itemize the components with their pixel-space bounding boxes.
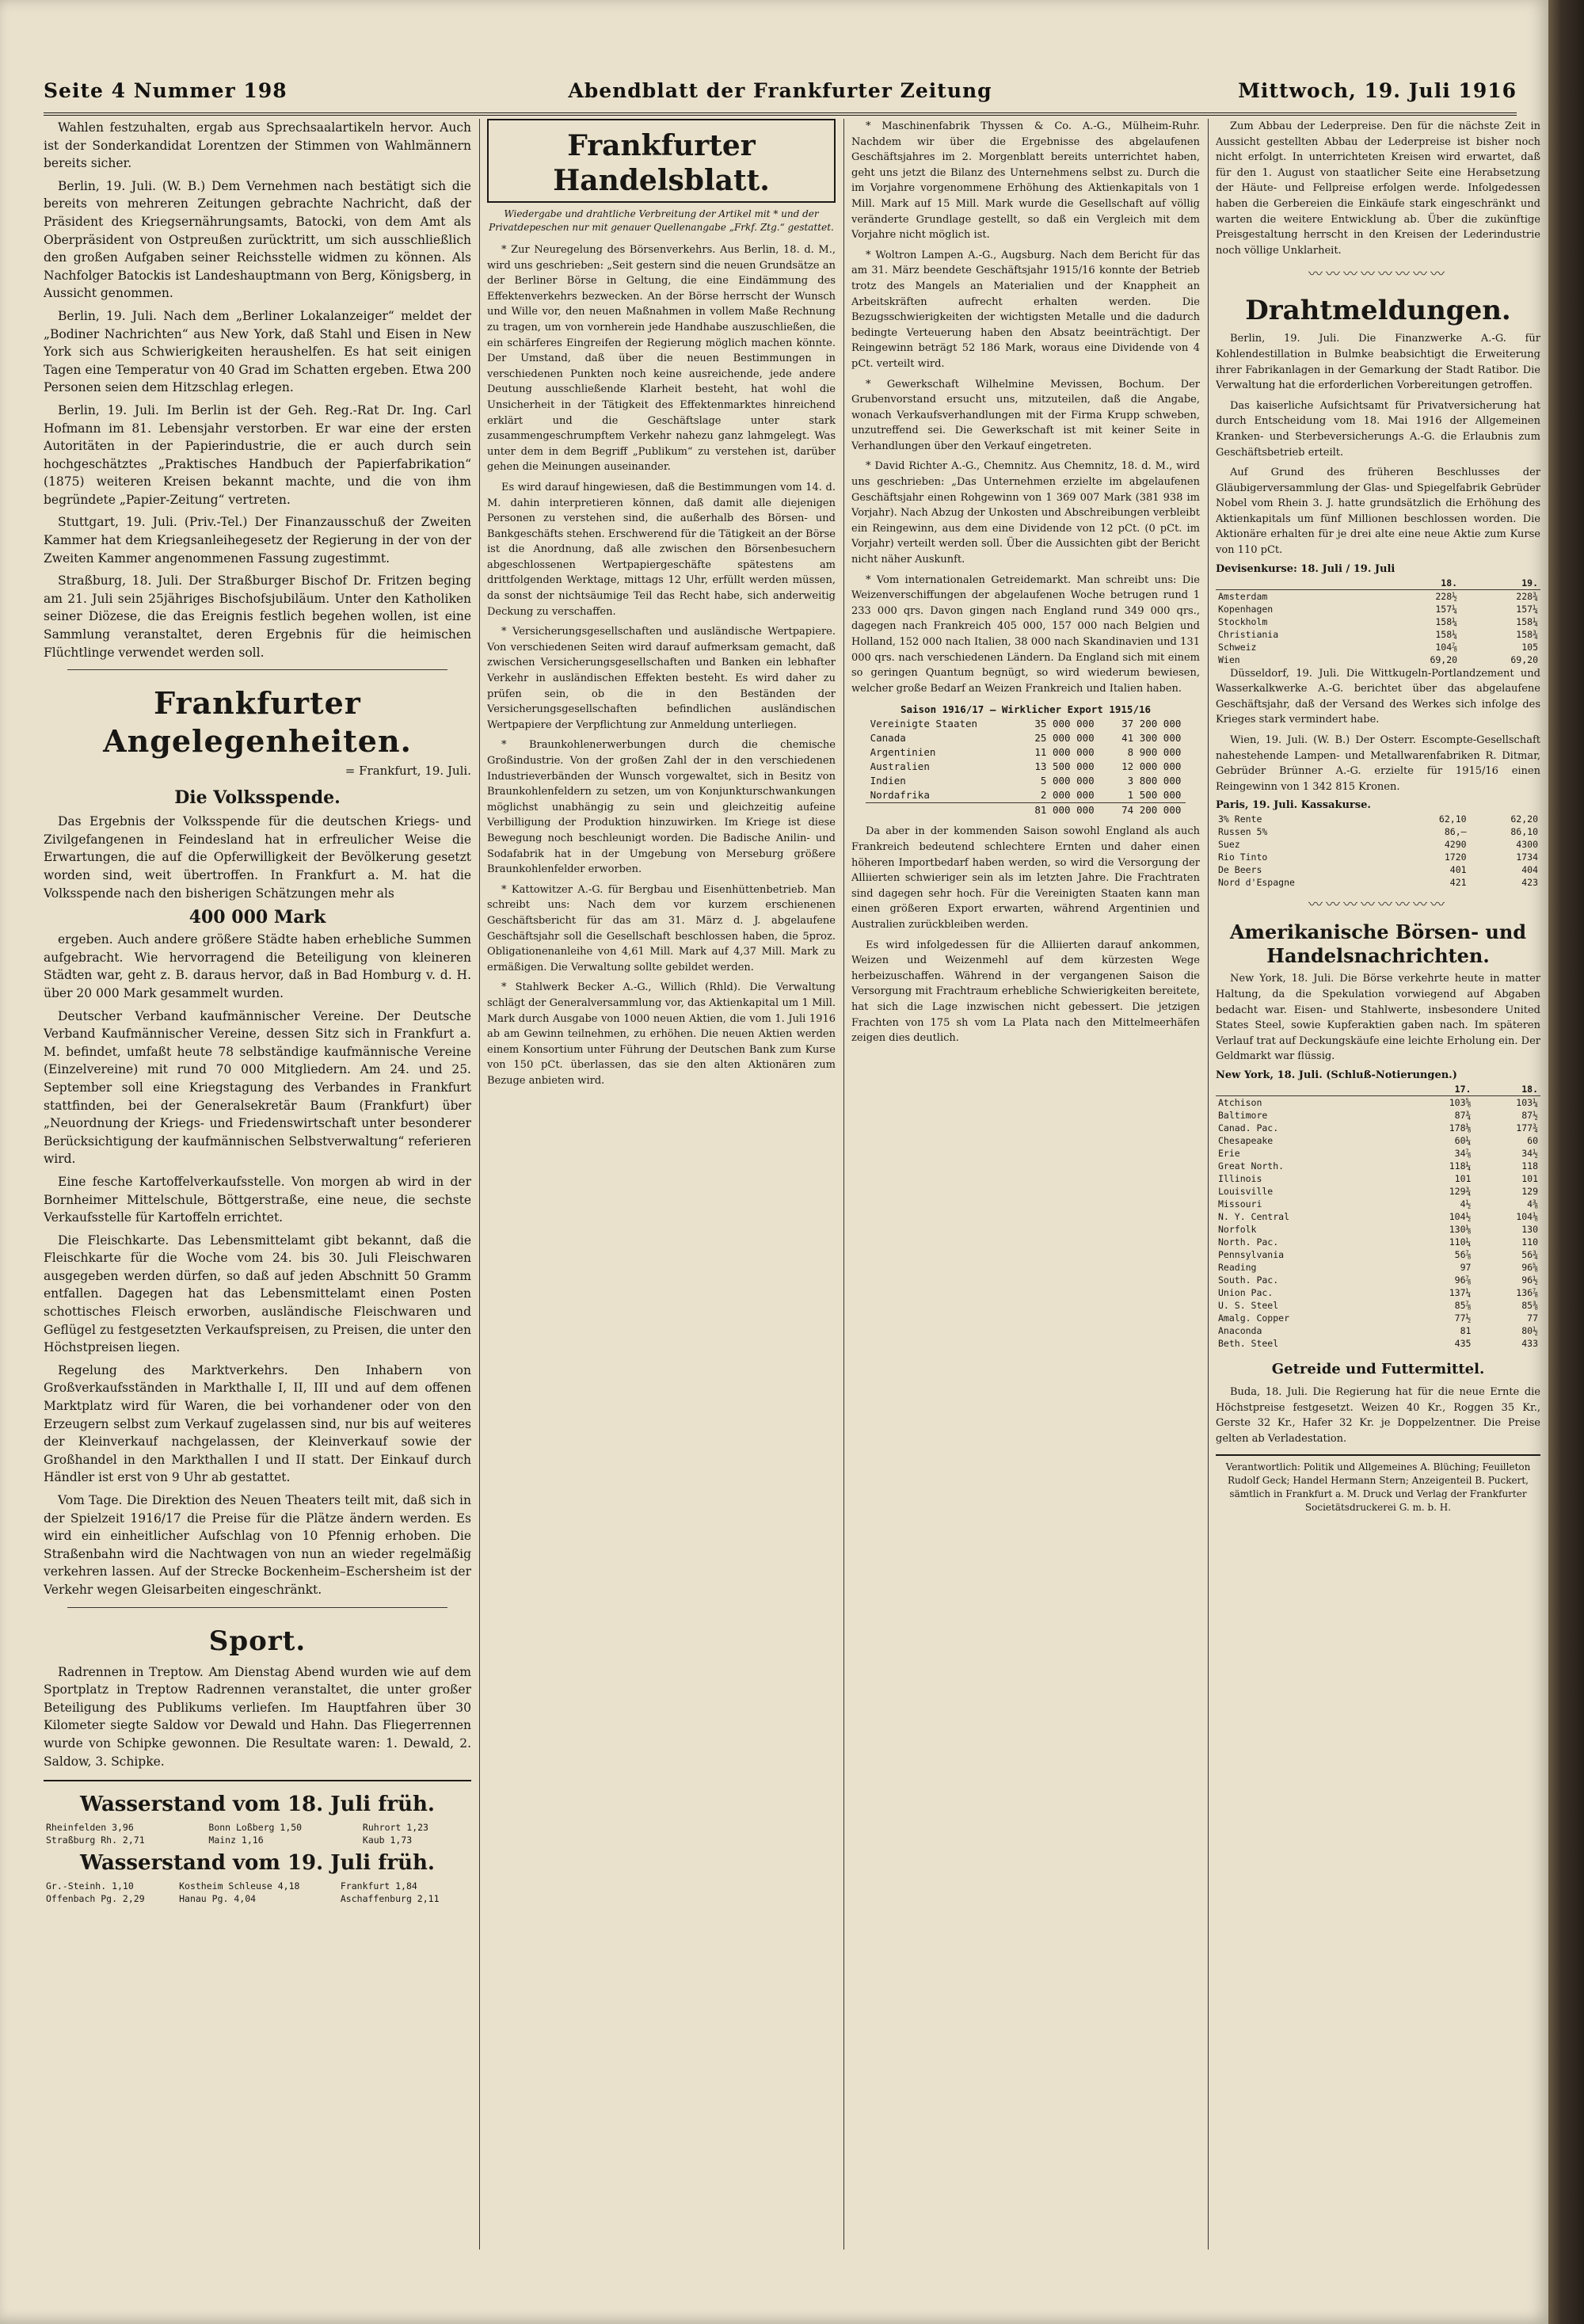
- table-cell: Beth. Steel: [1218, 1337, 1279, 1349]
- paper-title: Abendblatt der Frankfurter Zeitung: [568, 79, 992, 102]
- table-row: [1216, 1172, 1540, 1185]
- table-row: [1216, 838, 1540, 851]
- table-row: [1216, 876, 1540, 889]
- table-cell: 18.: [1473, 1083, 1540, 1096]
- table-cell: Erie: [1218, 1147, 1240, 1159]
- table-cell: Atchison: [1218, 1096, 1262, 1108]
- article-paragraph: * David Richter A.-G., Chemnitz. Aus Chemnitz, 18. d. M., wird uns geschrieben: „Das Unternehmen erzielte im abgelaufenen Geschäftsjahr einen Rohgewinn von 1 369 007 Mark (381 938 im Vorjahr). Nach Abzug der Unkosten und Abschreibungen verbleibt ein Reingewinn, aus dem eine Dividende von 12 pCt. (0 pCt. im Vorjahr) verteilt werden soll. Über die Aussichten gibt der Bericht nicht näher Auskunft.: [851, 460, 1200, 566]
- getreide-title: Getreide und Futtermittel.: [1271, 1360, 1485, 1377]
- article-paragraph: Vom Tage. Die Direktion des Neuen Theaters teilt mit, daß sich in der Spielzeit 1916/17 die Preise für die Plätze ändern werden. Es wird ein einheitlicher Aufschlag von 10 Pfennig erhoben. Die Straßenbahn wird die Nachtwagen von nun an wieder regelmäßig verkehren lassen. Auf der Strecke Bockenheim–Eschersheim ist der Verkehr wegen Gleisarbeiten eingeschränkt.: [44, 1493, 471, 1597]
- table-cell: 157¼: [1516, 603, 1538, 615]
- table-cell: Indien: [870, 775, 906, 787]
- article-paragraph: Düsseldorf, 19. Juli. Die Wittkugeln-Portlandzement und Wasserkalkwerke A.-G. berichtet über das abgelaufene Geschäftsjahr, daß der Versand des Werkes sich infolge des Krieges stark vermindert habe.: [1216, 667, 1540, 726]
- table-cell: Great North.: [1218, 1160, 1285, 1172]
- table-row: [866, 731, 1186, 745]
- table-row: [866, 717, 1186, 731]
- article-heading: Die Volksspende.: [174, 787, 341, 809]
- table-row: [1216, 1299, 1540, 1312]
- table-cell: Canada: [870, 732, 906, 745]
- table-row: [1216, 863, 1540, 876]
- article-paragraph: ergeben. Auch andere größere Städte haben erhebliche Summen aufgebracht. Wie hervorragend die Beteiligung von kleineren Städten war, geht z. B. daraus hervor, daß in Bad Homburg v. d. H. über 20 000 Mark gesammelt wurden.: [44, 932, 471, 1000]
- table-cell: 97: [1460, 1261, 1472, 1273]
- table-cell: 41 300 000: [1121, 732, 1182, 745]
- article-paragraph: Das kaiserliche Aufsichtsamt für Privatversicherung hat durch Entscheidung vom 18. Mai 1916 der Allgemeinen Kranken- und Sterbeversicherungs A.-G. die Erlaubnis zum Geschäftsbetrieb erteilt.: [1216, 399, 1540, 459]
- devisen-table: [1216, 577, 1540, 666]
- table-cell: 129¾: [1449, 1185, 1472, 1197]
- table-cell: Illinois: [1218, 1172, 1262, 1184]
- page-header: [44, 79, 1517, 116]
- table-cell: [1216, 1083, 1407, 1096]
- article-paragraph: Radrennen in Treptow. Am Dienstag Abend wurden wie auf dem Sportplatz in Treptow Radrennen veranstaltet, die unter großer Beteiligung des Publikums verliefen. Im Hauptfahren über 30 Kilometer siegte Saldow vor Dewald und Hahn. Das Fliegerrennen wurde von Schipke gewonnen. Die Resultate waren: 1. Dewald, 2. Saldow, 3. Schipke.: [44, 1664, 471, 1769]
- table-cell: Amalg. Copper: [1218, 1312, 1290, 1324]
- table-cell: Nord d'Espagne: [1218, 877, 1295, 889]
- table-cell: Suez: [1218, 839, 1240, 851]
- table-cell: 101: [1521, 1172, 1538, 1184]
- table-row: [1216, 1134, 1540, 1147]
- article-paragraph: Es wird infolgedessen für die Alliierten darauf ankommen, Weizen und Weizenmehl auf dem kürzesten Wege herbeizuschaffen. Während in der vergangenen Saison die Versorgung mit Frachtraum erhebliche Schwierigkeiten bereitete, hat sich die Lage inzwischen nicht gebessert. Die jetzigen Frachten von 175 sh vom La Plata nach den Mittelmeerhäfen zeigen dies deutlich.: [851, 939, 1200, 1045]
- table-row: [1216, 825, 1540, 838]
- table-cell: Russen 5%: [1218, 826, 1268, 838]
- table-cell: 104½: [1449, 1210, 1472, 1222]
- article-paragraph: Berlin, 19. Juli. (W. B.) Dem Vernehmen nach bestätigt sich die bereits von mehreren Zeitungen gebrachte Nachricht, daß der Präsident des Kriegsernährungsamts, Batocki, von dem Amt als Oberpräsident von Ostpreußen zurücktritt, um sich ausschließlich den großen Aufgaben seiner Reichsstelle widmen zu können. Als Nachfolger Batockis ist Landeshauptmann von Berg, Königsberg, in Aussicht genommen.: [44, 178, 471, 301]
- article-paragraph: * Braunkohlenerwerbungen durch die chemische Großindustrie. Von der großen Zahl der in den verschiedenen Industrieverbänden der Wunsch vorgewaltet, sich in Besitz von Braunkohlenfeldern zu setzen, um von Konjunkturschwankungen möglichst unabhängig zu sein und gleichzeitig aufeine Verbilligung der Produktion hinzuwirken. Im Kriege ist diese Bewegung noch beschleunigt worden. Die Badische Anilin- und Sodafabrik hat in der Umgebung von Merseburg größere Braunkohlenfelder erworben.: [487, 739, 836, 876]
- table-row: [44, 1821, 471, 1834]
- table-cell: Louisville: [1218, 1185, 1274, 1197]
- table-cell: Gr.-Steinh. 1,10: [46, 1880, 134, 1892]
- article-paragraph: Straßburg, 18. Juli. Der Straßburger Bischof Dr. Fritzen beging am 21. Juli sein 25jähriges Bischofsjubiläum. Unter den Katholiken seiner Diözese, die das Ereignis festlich begehen wollen, ist eine Sammlung veranstaltet, deren Ergebnis für die heimischen Flüchtlinge verwendet werden soll.: [44, 573, 471, 660]
- table-row: [1216, 1198, 1540, 1210]
- market-caption: New York, 18. Juli. (Schluß-Notierungen.): [1216, 1069, 1457, 1081]
- table-cell: 435: [1454, 1337, 1472, 1349]
- table-cell: Frankfurt 1,84: [340, 1880, 417, 1892]
- article-paragraph: Deutscher Verband kaufmännischer Vereine. Der Deutsche Verband Kaufmännischer Vereine, dessen Sitz sich in Frankfurt a. M. befindet, umfaßt heute 78 selbständige kaufmännische Vereine (Einzelvereine) mit rund 70 000 Mitgliedern. Am 24. und 25. September soll eine Kriegstagung des Verbandes in Frankfurt stattfinden, bei der Generalsekretär Baum (Frankfurt) über „Neuordnung der Kriegs- und Friedenswirtschaft unter besonderer Berücksichtigung der kaufmännischen Selbstverwaltung“ referieren wird.: [44, 1008, 471, 1167]
- table-cell: 60: [1527, 1134, 1538, 1146]
- article-paragraph: Berlin, 19. Juli. Nach dem „Berliner Lokalanzeiger“ meldet der „Bodiner Nachrichten“ aus New York, daß Stahl und Eisen in New York sich aus Schwierigkeiten heraushelfen. Es hat seit einigen Tagen eine Temperatur von 40 Grad im Schatten ergeben. Etwa 200 Personen seien dem Hitzschlag erlegen.: [44, 308, 471, 395]
- table-cell: Hanau Pg. 4,04: [179, 1893, 257, 1905]
- table-cell: 60¼: [1454, 1134, 1472, 1146]
- table-cell: 69,20: [1510, 653, 1538, 665]
- article-paragraph: Wien, 19. Juli. (W. B.) Der Osterr. Escompte-Gesellschaft nahestehende Lampen- und Metallwarenfabriken R. Ditmar, Gebrüder Brünner A.-G. erzielte für 1915/16 einen Reingewinn von 1 342 815 Kronen.: [1216, 734, 1540, 793]
- table-row: [1216, 1286, 1540, 1299]
- water-level-box: [44, 1780, 471, 1905]
- newyork-table: [1216, 1083, 1540, 1350]
- table-title: Saison 1916/17 — Wirklicher Export 1915/16: [900, 703, 1152, 716]
- article-paragraph: Stuttgart, 19. Juli. (Priv.-Tel.) Der Finanzausschuß der Zweiten Kammer hat dem Kriegsanleihegesetz der Regierung in der von der Zweiten Kammer angenommenen Fassung zugestimmt.: [44, 515, 471, 566]
- table-cell: Amsterdam: [1218, 590, 1268, 602]
- article-paragraph: * Gewerkschaft Wilhelmine Mevissen, Bochum. Der Grubenvorstand ersucht uns, mitzuteilen, daß die Angabe, wonach Verkaufsverhandlungen mit der Firma Krupp schweben, unzutreffend sei. Die Gewerkschaft ist mit keiner Seite in Verhandlungen über den Verkauf eingetreten.: [851, 378, 1200, 452]
- table-row: [1216, 1185, 1540, 1198]
- article-paragraph: * Woltron Lampen A.-G., Augsburg. Nach dem Bericht für das am 31. März beendete Geschäftsjahr 1915/16 konnte der Betrieb trotz des Mangels an Materialien und der Knappheit an Arbeitskräften aufrecht erhalten werden. Die Bezugsschwierigkeiten der wichtigsten Metalle und die dadurch bedingte Verteuerung haben den Absatz beeinträchtigt. Der Reingewinn beträgt 52 186 Mark, woraus eine Dividende von 4 pCt. verteilt wird.: [851, 249, 1200, 370]
- table-cell: 13 500 000: [1034, 760, 1095, 773]
- table-cell: 421: [1449, 877, 1467, 889]
- table-cell: 4290: [1444, 839, 1467, 851]
- table-row: [1216, 1147, 1540, 1160]
- table-cell: 104⅛: [1516, 1210, 1538, 1222]
- table-cell: Vereinigte Staaten: [870, 718, 978, 730]
- table-cell: 77½: [1454, 1312, 1472, 1324]
- table-row: [866, 774, 1186, 788]
- article-paragraph: Auf Grund des früheren Beschlusses der Gläubigerversammlung der Glas- und Spiegelfabrik Gebrüder Nobel vom Rhein 3. J. hatte grundsätzlich die Erhöhung des Aktienkapitals um fünf Millionen beschlossen worden. Die Aktionäre erhalten für je drei alte eine neue Aktie zum Kurse von 110 pCt.: [1216, 467, 1540, 557]
- table-cell: 129: [1521, 1185, 1538, 1197]
- column-rule: [1208, 119, 1209, 2250]
- table-cell: Kopenhagen: [1218, 603, 1274, 615]
- table-cell: Wien: [1218, 653, 1240, 665]
- table-row: [1216, 1109, 1540, 1122]
- table-row: [1216, 1261, 1540, 1274]
- table-cell: 1 500 000: [1127, 789, 1182, 802]
- table-cell: De Beers: [1218, 864, 1262, 876]
- table-row: [1216, 1095, 1540, 1109]
- table-cell: 96⅝: [1521, 1261, 1538, 1273]
- table-cell: 103¼: [1516, 1096, 1538, 1108]
- article-paragraph: * Stahlwerk Becker A.-G., Willich (Rhld). Die Verwaltung schlägt der Generalversammlung vor, das Aktienkapital um 1 Mill. Mark durch Ausgabe von 1000 neuen Aktien, die vom 1. Juli 1916 ab am Gewinn teilnehmen, zu erhöhen. Die neuen Aktien werden einem Konsortium unter Führung der Deutschen Bank zum Kurse von 150 pCt. überlassen, das sie den alten Aktionären zum Bezuge anbieten wird.: [487, 981, 836, 1087]
- table-cell: 37 200 000: [1121, 718, 1182, 730]
- table-cell: 104⅞: [1435, 641, 1458, 653]
- table-cell: 4½: [1460, 1198, 1472, 1210]
- table-cell: Rio Tinto: [1218, 851, 1268, 863]
- column-1: [44, 119, 471, 1905]
- table-cell: 96½: [1521, 1274, 1538, 1286]
- table-cell: 177¾: [1516, 1122, 1538, 1133]
- table-row: [44, 1892, 471, 1905]
- table-cell: 136⅞: [1516, 1286, 1538, 1298]
- column-rule: [843, 119, 844, 2250]
- table-row: [1216, 1324, 1540, 1337]
- table-cell: 81: [1460, 1324, 1472, 1336]
- table-row: [1216, 1236, 1540, 1248]
- article-paragraph: Da aber in der kommenden Saison sowohl England als auch Frankreich bedeutend schlechtere Ernten und daher einen höheren Importbedarf haben werden, so wird die Versorgung der Alliierten schwieriger sein als im letzten Jahre. Die Frachtraten sind dagegen sehr hoch. Für die Vereinigten Staaten kann man einen größeren Export erwarten, während Argentinien und Australien zurückbleiben werden.: [851, 825, 1200, 931]
- table-cell: 87½: [1521, 1109, 1538, 1121]
- table-cell: 1720: [1444, 851, 1467, 863]
- table-cell: 35 000 000: [1034, 718, 1095, 730]
- table-cell: 137¼: [1449, 1286, 1472, 1298]
- table-cell: Kaub 1,73: [362, 1834, 413, 1846]
- table-cell: [866, 803, 1012, 818]
- table-cell: Stockholm: [1218, 615, 1268, 627]
- table-cell: 2 000 000: [1040, 789, 1095, 802]
- table-row: [1216, 653, 1540, 666]
- table-header-row: [1216, 577, 1540, 590]
- table-header-row: [1216, 1083, 1540, 1096]
- table-cell: 103⅝: [1449, 1096, 1472, 1108]
- table-cell: 158¾: [1516, 628, 1538, 640]
- table-cell: 130⅛: [1449, 1223, 1472, 1235]
- table-cell: 4300: [1516, 839, 1538, 851]
- table-cell: 74 200 000: [1121, 804, 1182, 817]
- table-cell: 4⅜: [1527, 1198, 1538, 1210]
- article-paragraph: Zum Abbau der Lederpreise. Den für die nächste Zeit in Aussicht gestellten Abbau der Lederpreise ist bisher noch nicht erfolgt. In unterrichteten Kreisen wird erwartet, daß für den 1. August von staatlicher Seite eine Herabsetzung der Häute- und Fellpreise erfolgen werde. Infolgedessen haben die Gerbereien die Einkäufe stark eingeschränkt und warten die weitere Entwicklung ab. Über die zukünftige Preisgestaltung herrscht in den Kreisen der Lederindustrie noch völlige Unklarheit.: [1216, 120, 1540, 257]
- table-cell: Australien: [870, 760, 930, 773]
- table-row: [1216, 1223, 1540, 1236]
- article-paragraph: Buda, 18. Juli. Die Regierung hat für die neue Ernte die Höchstpreise festgesetzt. Weizen 40 Kr., Roggen 35 Kr., Gerste 32 Kr., Hafer 32 Kr. je Doppelzentner. Die Preise gelten ab Verladestation.: [1216, 1385, 1540, 1445]
- table-cell: Mainz 1,16: [208, 1834, 264, 1846]
- section-title: Frankfurter Angelegenheiten.: [103, 685, 412, 760]
- page-label: Seite 4 Nummer 198: [44, 79, 287, 102]
- water-level-table: [44, 1880, 471, 1905]
- ornament-divider: 〰〰〰〰〰〰〰〰: [1308, 266, 1448, 284]
- table-total-row: [866, 803, 1186, 818]
- table-cell: 86,—: [1444, 826, 1467, 838]
- table-cell: 8 900 000: [1127, 746, 1182, 759]
- article-paragraph: Berlin, 19. Juli. Im Berlin ist der Geh. Reg.-Rat Dr. Ing. Carl Hofmann im 81. Lebensjahr verstorben. Er war eine der ersten Autoritäten in der Papierindustrie, die er auch durch sein hochgeschätztes „Praktisches Handbuch der Papierfabrikation“ (1875) weiteren Kreisen bekannt machte, und die von ihm begründete „Papier-Zeitung“ vertreten.: [44, 402, 471, 507]
- table-cell: 17.: [1407, 1083, 1474, 1096]
- table-cell: 3 800 000: [1127, 775, 1182, 787]
- drahtmeldungen-title: Drahtmeldungen.: [1245, 295, 1511, 327]
- table-cell: 56¾: [1521, 1248, 1538, 1260]
- table-cell: 130: [1521, 1223, 1538, 1235]
- table-cell: 85⅜: [1521, 1299, 1538, 1311]
- table-row: [1216, 1337, 1540, 1350]
- table-cell: 404: [1521, 864, 1538, 876]
- table-cell: 69,20: [1430, 653, 1458, 665]
- ornament-divider: 〰〰〰〰〰〰〰〰: [1308, 897, 1448, 914]
- table-cell: Argentinien: [870, 746, 936, 759]
- amerikanische-title: Amerikanische Börsen- und Handelsnachrichten.: [1229, 920, 1527, 968]
- column-3: [851, 119, 1200, 1051]
- table-row: [866, 760, 1186, 774]
- market-caption: Devisenkurse: 18. Juli / 19. Juli: [1216, 562, 1396, 575]
- masthead-title: Frankfurter Handelsblatt.: [553, 129, 770, 197]
- table-cell: Canad. Pac.: [1218, 1122, 1279, 1133]
- table-cell: Chesapeake: [1218, 1134, 1274, 1146]
- table-row: [1216, 603, 1540, 615]
- table-row: [44, 1880, 471, 1892]
- table-cell: 1734: [1516, 851, 1538, 863]
- table-row: [1216, 1248, 1540, 1261]
- table-cell: 19.: [1460, 577, 1540, 590]
- table-cell: Offenbach Pg. 2,29: [46, 1893, 145, 1905]
- article-paragraph: * Kattowitzer A.-G. für Bergbau und Eisenhüttenbetrieb. Man schreibt uns: Nach dem vor kurzem erschienenen Geschäftsbericht für das am 31. März d. J. abgelaufene Geschäftsjahr soll die Gesellschaft beschlossen haben, die 5proz. Obligationenanleihe von 4,61 Mill. Mark auf 4,37 Mill. Mark zu ermäßigen. Die Verwaltung sollte gebildet werden.: [487, 883, 836, 973]
- table-cell: 105: [1521, 641, 1538, 653]
- table-cell: Norfolk: [1218, 1223, 1257, 1235]
- table-cell: 228¾: [1516, 590, 1538, 602]
- table-cell: [1216, 577, 1379, 590]
- article-paragraph: Das Ergebnis der Volksspende für die deutschen Kriegs- und Zivilgefangenen in Feindesland hat in erfreulicher Weise die Erwartungen, die auf die Opferwilligkeit der Bevölkerung gesetzt worden sind, weit übertroffen. In Frankfurt a. M. hat die Volksspende nach den bisherigen Schätzungen mehr als: [44, 814, 471, 901]
- article-paragraph: * Zur Neuregelung des Börsenverkehrs. Aus Berlin, 18. d. M., wird uns geschrieben: „Seit gestern sind die neuen Grundsätze an der Berliner Börse in Geltung, die eine Eindämmung des Effektenverkehrs bezwecken. An der Börse herrscht der Wunsch und Wille vor, den neuen Maßnahmen in vollem Maße Rechnung zu tragen, um von vornherein jede Handhabe auszuschließen, die ein schärferes Eingreifen der Regierung möglich machen könnte. Der Umstand, daß über die neuen Bestimmungen in verschiedenen Punkten noch keine ausreichende, jede andere Deutung ausschließende Klarheit besteht, hat wohl die Unsicherheit in der Tätigkeit des Effektenmarktes hinreichend erklärt und die Geschäftslage unter stark zusammengeschrumpftem Verkehr nahezu ganz lahmgelegt. Was unter dem in dem Begriff „Publikum“ zu verstehen ist, darüber gehen die Meinungen auseinander.: [487, 244, 836, 474]
- table-cell: 77: [1527, 1312, 1538, 1324]
- paris-table: [1216, 813, 1540, 889]
- table-cell: 18.: [1379, 577, 1460, 590]
- issue-date: Mittwoch, 19. Juli 1916: [1238, 79, 1517, 102]
- table-row: [1216, 1160, 1540, 1172]
- table-cell: 80½: [1521, 1324, 1538, 1336]
- section-divider: [67, 669, 447, 670]
- table-cell: Straßburg Rh. 2,71: [46, 1834, 145, 1846]
- table-cell: Anaconda: [1218, 1324, 1262, 1336]
- table-cell: U. S. Steel: [1218, 1299, 1279, 1311]
- table-row: [1216, 628, 1540, 641]
- article-paragraph: * Maschinenfabrik Thyssen & Co. A.-G., Mülheim-Ruhr. Nachdem wir über die Ergebnisse des abgelaufenen Geschäftsjahres im 2. Morgenblatt bereits unterrichtet haben, geht uns jetzt die Bilanz des Unternehmens selbst zu. Durch die im Vorjahre vorgenommene Erhöhung des Aktienkapitals von 1 Mill. Mark auf 15 Mill. Mark wurde die Gesellschaft auf völlig veränderte Grundlage gestellt, so daß ein Vergleich mit dem Vorjahre nicht möglich ist.: [851, 120, 1200, 242]
- table-cell: 11 000 000: [1034, 746, 1095, 759]
- table-cell: 228½: [1435, 590, 1458, 602]
- table-cell: Christiania: [1218, 628, 1279, 640]
- table-row: [1216, 615, 1540, 628]
- table-cell: 423: [1521, 877, 1538, 889]
- table-cell: 158¼: [1516, 615, 1538, 627]
- water-level-table: [44, 1821, 471, 1846]
- table-cell: Union Pac.: [1218, 1286, 1274, 1298]
- table-row: [1216, 589, 1540, 603]
- table-row: [1216, 813, 1540, 825]
- table-cell: 433: [1521, 1337, 1538, 1349]
- table-cell: 34⅞: [1454, 1147, 1472, 1159]
- table-row: [1216, 1210, 1540, 1223]
- table-header-row: [866, 703, 1186, 717]
- table-cell: Rheinfelden 3,96: [46, 1822, 134, 1834]
- table-row: [866, 745, 1186, 760]
- table-cell: 56⅞: [1454, 1248, 1472, 1260]
- table-cell: 96⅞: [1454, 1274, 1472, 1286]
- article-paragraph: * Vom internationalen Getreidemarkt. Man schreibt uns: Die Weizenverschiffungen der abgelaufenen Woche betrugen rund 1 233 000 qrs. Davon gingen nach England rund 349 000 qrs., dagegen nach Frankreich 405 000, 157 000 nach Belgien und Holland, 152 000 nach Italien, 38 000 nach Skandinavien und 131 000 qrs. nach verschiedenen Ländern. Da England sich mit einem so geringen Quantum begnügt, so wird wiederum bewiesen, welcher große Bedarf an Weizen Frankreich und Italien haben.: [851, 573, 1200, 695]
- table-cell: North. Pac.: [1218, 1236, 1279, 1248]
- table-cell: 62,20: [1510, 813, 1538, 825]
- table-row: [1216, 851, 1540, 863]
- table-cell: 12 000 000: [1121, 760, 1182, 773]
- section-divider: [67, 1607, 447, 1608]
- sport-title: Sport.: [208, 1625, 307, 1657]
- table-cell: 158¼: [1435, 628, 1458, 640]
- handelsblatt-masthead: [487, 119, 836, 203]
- table-cell: 157¼: [1435, 603, 1458, 615]
- article-paragraph: New York, 18. Juli. Die Börse verkehrte heute in matter Haltung, da die Spekulation vorwiegend auf Abgaben bedacht war. Eisen- und Stahlwerte, insbesondere United States Steel, sowie Kupferaktien gaben nach. Im späteren Verlauf trat auf Deckungskäufe eine leichte Erholung ein. Der Geldmarkt war flüssig.: [1216, 973, 1540, 1063]
- table-cell: 85⅞: [1454, 1299, 1472, 1311]
- table-cell: Reading: [1218, 1261, 1257, 1273]
- table-cell: 81 000 000: [1034, 804, 1095, 817]
- highlight-amount: 400 000 Mark: [188, 907, 326, 928]
- table-cell: Nordafrika: [870, 789, 930, 802]
- column-2: [487, 119, 836, 1093]
- column-rule: [479, 119, 480, 2250]
- article-paragraph: Wahlen festzuhalten, ergab aus Sprechsaalartikeln hervor. Auch ist der Sonderkandidat Lorentzen der Stimmen von Wahlmännern bereits sicher.: [44, 120, 471, 171]
- table-cell: 101: [1454, 1172, 1472, 1184]
- table-cell: 118: [1521, 1160, 1538, 1172]
- table-row: [1216, 1274, 1540, 1286]
- table-cell: Schweiz: [1218, 641, 1257, 653]
- table-cell: 110: [1521, 1236, 1538, 1248]
- table-cell: Pennsylvania: [1218, 1248, 1285, 1260]
- article-paragraph: Die Fleischkarte. Das Lebensmittelamt gibt bekannt, daß die Fleischkarte für die Woche vom 24. bis 30. Juli Fleischwaren ausgegeben werden dürfen, so daß auf jeden Abschnitt 50 Gramm entfallen. Dagegen hat das Lebensmittelamt einen Posten schottisches Fleisch erworben, ausländische Fleischwaren und Geflügel zu festgesetzten Verkaufspreisen, zu Preisen, die unter den Höchstpreisen liegen.: [44, 1232, 471, 1355]
- water-level-title: Wasserstand vom 18. Juli früh.: [80, 1793, 435, 1817]
- table-cell: N. Y. Central: [1218, 1210, 1290, 1222]
- table-cell: 118¼: [1449, 1160, 1472, 1172]
- article-paragraph: Berlin, 19. Juli. Die Finanzwerke A.-G. für Kohlendestillation in Bulmke beabsichtigt die Erweiterung ihrer Fabrikanlagen in der Gemarkung der Stadt Ratibor. Die Verwaltung hat die erforderlichen Vorbereitungen getroffen.: [1216, 333, 1540, 392]
- book-binding-edge: [1548, 0, 1584, 2324]
- table-row: [44, 1834, 471, 1846]
- table-cell: 25 000 000: [1034, 732, 1095, 745]
- table-cell: 3% Rente: [1218, 813, 1262, 825]
- table-row: [1216, 1312, 1540, 1324]
- column-4: [1216, 119, 1540, 1514]
- dateline: = Frankfurt, 19. Juli.: [345, 764, 471, 779]
- table-cell: 62,10: [1438, 813, 1467, 825]
- table-cell: Kostheim Schleuse 4,18: [179, 1880, 300, 1892]
- table-cell: 86,10: [1510, 826, 1538, 838]
- table-cell: South. Pac.: [1218, 1274, 1279, 1286]
- table-cell: 401: [1449, 864, 1467, 876]
- table-row: [866, 788, 1186, 803]
- table-cell: 5 000 000: [1040, 775, 1095, 787]
- table-row: [1216, 1122, 1540, 1134]
- article-paragraph: Regelung des Marktverkehrs. Den Inhabern von Großverkaufsständen in Markthalle I, II, III und auf dem offenen Marktplatz wird für Waren, die bei vorhandener oder von den Erzeugern selbst zum Verkauf zugelassen sind, nur bis auf weiteres der Kleinverkauf nachgelassen, der Kleinverkauf sowie der Großhandel in den Markthallen I und II statt. Der Einkauf durch Händler ist erst von 9 Uhr ab gestattet.: [44, 1362, 471, 1485]
- masthead-note: Wiedergabe und drahtliche Verbreitung der Artikel mit * und der Privatdepeschen nur mit genauer Quellenangabe „Frkf. Ztg.“ gestattet.: [489, 208, 834, 233]
- imprint: Verantwortlich: Politik und Allgemeines A. Blüching; Feuilleton Rudolf Geck; Handel Hermann Stern; Anzeigenteil B. Puckert, sämtlich in Frankfurt a. M. Druck und Verlag der Frankfurter Societätsdruckerei G. m. b. H.: [1216, 1454, 1540, 1514]
- table-cell: Baltimore: [1218, 1109, 1268, 1121]
- table-cell: 178⅛: [1449, 1122, 1472, 1133]
- article-paragraph: * Versicherungsgesellschaften und ausländische Wertpapiere. Von verschiedenen Seiten wird darauf aufmerksam gemacht, daß zwischen Versicherungsgesellschaften und Banken ein lebhafter Verkehr in ausländischen Effekten besteht. Es wird daher zu prüfen sein, ob die in den Beständen der Versicherungsgesellschaften befindlichen ausländischen Wertpapiere der Verpflichtung zur Anmeldung unterliegen.: [487, 626, 836, 731]
- table-cell: 110¼: [1449, 1236, 1472, 1248]
- article-paragraph: Eine fesche Kartoffelverkaufsstelle. Von morgen ab wird in der Bornheimer Mittelschule, Böttgerstraße, eine neue, die sechste Verkaufsstelle für Kartoffeln errichtet.: [44, 1174, 471, 1225]
- wheat-export-table: [866, 703, 1186, 817]
- market-caption: Paris, 19. Juli. Kassakurse.: [1216, 799, 1371, 812]
- table-cell: Missouri: [1218, 1198, 1262, 1210]
- table-row: [1216, 641, 1540, 653]
- table-cell: 87¾: [1454, 1109, 1472, 1121]
- table-cell: 158¼: [1435, 615, 1458, 627]
- article-paragraph: Es wird darauf hingewiesen, daß die Bestimmungen vom 14. d. M. dahin interpretieren können, daß damit alle diejenigen Personen zu verstehen sind, die außerhalb des Börsen- und Bankgeschäfts stehen. Erschwerend für die Tätigkeit an der Börse ist die Anordnung, daß alle zwischen den Börsenbesuchern abgeschlossenen Wertpapiergeschäfte spätestens am drittfolgenden Werktage, mittags 12 Uhr, erfüllt werden müssen, da sonst der nichtsäumige Teil das Recht habe, sich anderweitig Deckung zu verschaffen.: [487, 481, 836, 618]
- table-cell: Aschaffenburg 2,11: [340, 1893, 440, 1905]
- water-level-title: Wasserstand vom 19. Juli früh.: [80, 1851, 435, 1876]
- table-cell: Ruhrort 1,23: [362, 1822, 428, 1834]
- table-cell: 34½: [1521, 1147, 1538, 1159]
- table-cell: Bonn Loßberg 1,50: [208, 1822, 303, 1834]
